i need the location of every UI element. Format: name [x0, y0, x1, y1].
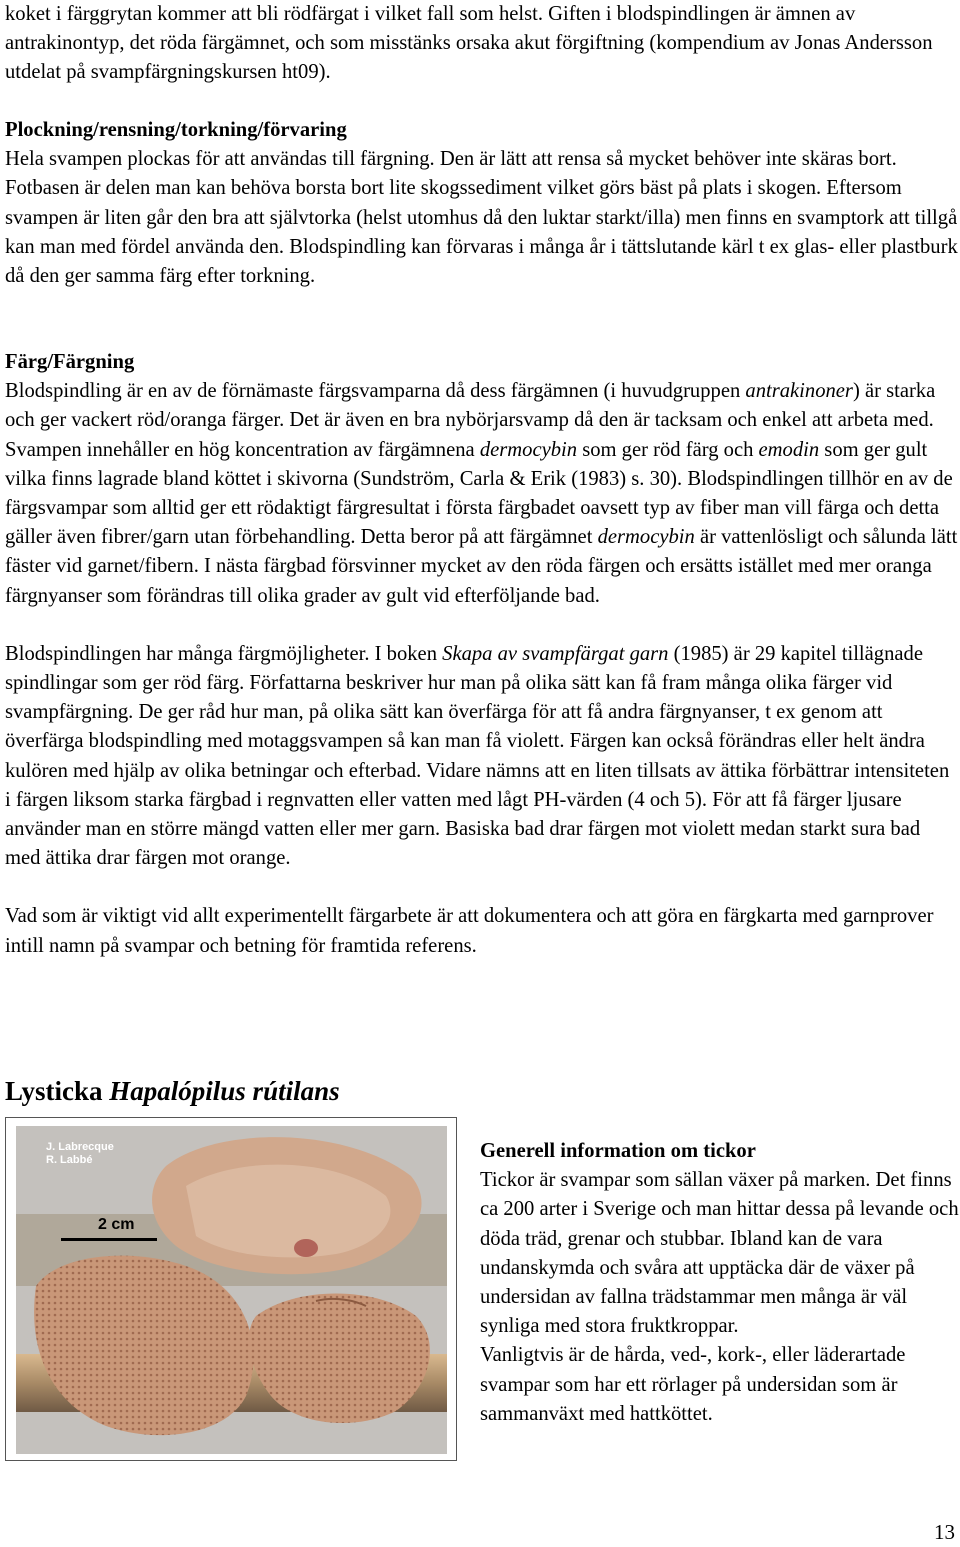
sidebar-paragraph-1: Tickor är svampar som sällan växer på marken. Det finns ca 200 arter i Sverige och man hittar dessa på levande och döda träd, grenar och stubbar. Ibland kan de vara undanskymda och svåra att upptäcka där de växer på undersidan av fallna trädstammar men många är väl synliga med stora fruktkroppar. — [480, 1169, 959, 1338]
mushroom-photo-frame — [5, 1117, 457, 1461]
text-run: är vattenlösligt och sålunda lätt fäster vid garnet/fibern. I nästa färgbad försvinner mycket av den röda färgen och ersätts istället med mer oranga färgnyanser som förändras till olika grader av gult vid efterföljande bad. — [5, 526, 958, 607]
section-handling-heading: Plockning/rensning/torkning/förvaring — [5, 119, 347, 141]
sidebar-heading: Generell information om tickor — [480, 1140, 756, 1162]
italic-term: dermocybin — [597, 526, 695, 549]
mushroom-illustration — [16, 1126, 447, 1454]
section-handling — [5, 116, 960, 291]
section-dyeing-paragraph-3: Vad som är viktigt vid allt experimentellt färgarbete är att dokumentera och att göra en färgkarta med garnprover intill namn på svampar och betning för framtida referens. — [5, 905, 934, 957]
section-dyeing-paragraph-2 — [5, 640, 960, 874]
text-run: som ger röd färg och — [577, 438, 759, 461]
section-handling-body: Hela svampen plockas för att användas till färgning. Den är lätt att rensa så mycket behöver inte skäras bort. Fotbasen är delen man kan behöva borsta bort lite skogssediment vilket görs bäst på plats i skogen. Eftersom svampen är liten går den bra att självtorka (helst utomhus då den luktar starkt/illa) men finns en svamptork att tillgå kan man med fördel använda den. Blodspindling kan förvaras i många år i tättslutande kärl t ex glas- eller plastburk då den ger samma färg efter torkning. — [5, 148, 958, 288]
book-title: Skapa av svampfärgat garn — [442, 642, 669, 665]
mushroom-photo — [16, 1126, 447, 1454]
text-run: Blodspindling är en av de förnämaste färgsvamparna då dess färgämnen (i huvudgruppen — [5, 380, 746, 403]
italic-term: emodin — [758, 438, 820, 461]
credit-line: J. Labrecque — [46, 1141, 114, 1153]
italic-term: antrakinoner — [745, 380, 853, 403]
section-dyeing-paragraph-1 — [5, 377, 960, 611]
text-run: ) är starka och ger vackert röd/oranga färger. Det är även en bra nybörjarsvamp då den är tacksam och enkel att arbeta med. Svampen innehåller en hög koncentration av färgämnena — [5, 380, 936, 461]
text-run: (1985) är 29 kapitel tillägnade spindlingar som ger röd färg. Författarna beskriver hur man på olika sätt kan få fram många olika färger vid svampfärgning. De ger råd hur man, på olika sätt kan överfärga för att få andra färgnyanser, t ex genom att överfärga blodspindling med motaggsvampen så kan man få violett. Färgen kan också förändras eller helt ändra kulören med hjälp av olika betningar och efterbad. Vidare nämns att en liten tillsats av ättika förbättrar intensiteten i färgen liksom starka färgbad i regnvatten eller vatten med lågt PH-värden (4 och 5). För att få färger ljusare använder man en större mängd vatten eller mer garn. Basiska bad drar färgen mot violett medan starkt sura bad med ättika drar färgen mot orange. — [5, 642, 950, 870]
latin-name: Hapalópilus rútilans — [109, 1076, 340, 1106]
title-text: Lysticka — [5, 1076, 110, 1106]
intro-paragraph: koket i färggrytan kommer att bli rödfärgat i vilket fall som helst. Giften i blodspindlingen är ämnen av antrakinontyp, det röda färgämnet, och som misstänks orsaka akut förgiftning (kompendium av Jonas Andersson utdelat på svampfärgningskursen ht09). — [5, 3, 933, 84]
sidebar-paragraph-2: Vanligtvis är de hårda, ved-, kork-, eller läderartade svampar som har ett rörlager på undersidan som är sammanväxt med hattköttet. — [480, 1344, 906, 1425]
scale-label: 2 cm — [98, 1216, 135, 1233]
text-run: som ger gult vilka finns lagrade bland köttet i skivorna (Sundström, Carla & Erik (1983) s. 30). Blodspindlingen tillhör en av de färgsvampar som alltid ger ett rödaktigt färgresultat i första färgbadet oavsett typ av fiber man vill färga och detta gäller även fibrer/garn utan förbehandling. Detta beror på att färgämnet — [5, 438, 953, 549]
section-lysticka-title — [5, 1074, 960, 1108]
sidebar-info — [480, 1137, 960, 1429]
photo-credit — [46, 1141, 114, 1167]
section-dyeing — [5, 348, 960, 961]
credit-line: R. Labbé — [46, 1154, 93, 1166]
text-run: Blodspindlingen har många färgmöjligheter. I boken — [5, 642, 443, 665]
page-number: 13 — [934, 1520, 955, 1544]
italic-term: dermocybin — [479, 438, 578, 461]
section-dyeing-heading: Färg/Färgning — [5, 351, 135, 373]
